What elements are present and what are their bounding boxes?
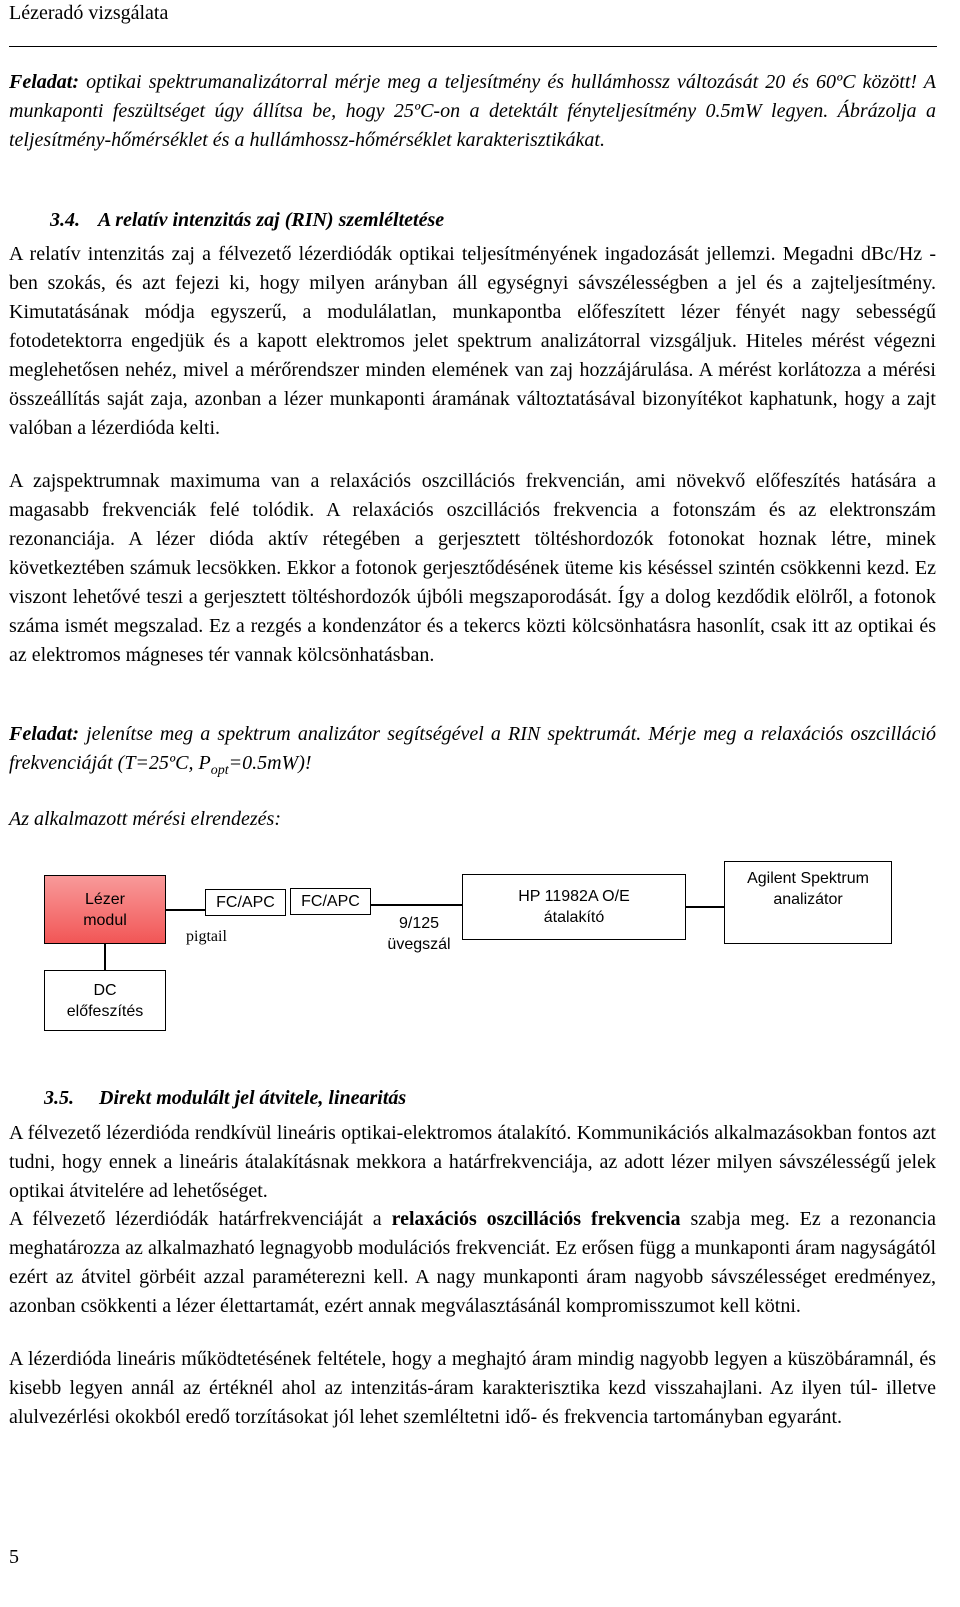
fiber-label: 9/125 üvegszál: [387, 915, 451, 953]
fc-apc-connector-right: [290, 888, 371, 915]
task-2-label: Feladat:: [9, 723, 79, 745]
oe-converter-box: [462, 874, 686, 940]
dc-bias-label: DC előfeszítés: [66, 981, 144, 1020]
setup-caption: Az alkalmazott mérési elrendezés:: [9, 808, 281, 830]
linearity-paragraph-1: A félvezető lézerdióda rendkívül lineáris optikai-elektromos átalakító. Kommunikációs alkalmazásokban fontos azt tudni, hogy ennek a lineáris átalakításnak mekkora a határfrekvenciája, az adott lézer milyen sávszélességű jelek optikai átvitelére ad lehetőséget.: [9, 1122, 936, 1202]
task-1-paragraph: [9, 68, 936, 155]
task-1-label: Feladat:: [9, 71, 79, 93]
linearity-paragraph-2-start: A félvezető lézerdiódák határfrekvenciáját a: [9, 1208, 392, 1230]
task-1-text: optikai spektrumanalizátorral mérje meg a teljesítmény és hullámhossz változását 20 és 60ºC között! A munkaponti feszültséget úgy állítsa be, hogy 25ºC-on a detektált fényteljesítmény 0.5mW legyen. Ábrázolja a teljesítmény-hőmérséklet és a hullámhossz-hőmérséklet karakterisztikákat.: [9, 71, 936, 151]
fc-apc-right-label: FC/APC: [301, 893, 360, 910]
pigtail-label: pigtail: [186, 928, 227, 945]
section-3-5-title: Direkt modulált jel átvitele, linearitás: [99, 1087, 407, 1109]
section-3-4-title: A relatív intenzitás zaj (RIN) szemléltetése: [98, 209, 445, 231]
relaxation-frequency-term: relaxációs oszcillációs frekvencia: [391, 1208, 681, 1230]
rin-paragraph-2: A zajspektrumnak maximuma van a relaxációs oszcillációs frekvencián, ami növekvő előfeszítés hatására a magasabb frekvenciák felé tolódik. A relaxációs oszcillációs frekvencia a fotonszám és az elektronszám rezonanciája. A lézer dióda aktív rétegében a gerjesztett töltéshordozók fotonokat hoznak létre, minek következtében számuk lecsökken. Ekkor a fotonok gerjesztődésének üteme kis késéssel szintén csökkenni kezd. Ez viszont lehetővé teszi a gerjesztett töltéshordozók újbóli megszaporodását. Így a dolog kezdődik elölről, a fotonok száma ismét megszalad. Ez a rezgés a kondenzátor és a tekercs közti kölcsönhatásra hasonlít, csak itt az optikai és az elektromos mágneses tér vannak kölcsönhatásban.: [9, 470, 936, 666]
page-header: Lézeradó vizsgálata: [9, 2, 169, 24]
rf-cable-line: [686, 906, 725, 908]
task-2-text-before: jelenítse meg a spektrum analizátor segítségével a RIN spektrumát. Mérje meg a relaxációs oszcilláció frekvenciáját (T=25ºC, P: [9, 723, 936, 774]
spectrum-analyzer-label: Agilent Spektrum analizátor: [747, 870, 869, 908]
dc-bias-connection-line: [104, 944, 106, 970]
linearity-paragraph-3: A lézerdióda lineáris működtetésének feltétele, hogy a meghajtó áram mindig nagyobb legyen a küszöbáramnál, és kisebb legyen annál az értéknél ahol az intenzitás-áram karakterisztika kezd visszahajlani. Az ilyen túl- illetve alulvezérlési okokból eredő torzításokat jól lehet szemléltetni idő- és frekvencia tartományban egyaránt.: [9, 1348, 936, 1428]
page-number: 5: [9, 1546, 19, 1568]
dc-bias-box: [44, 970, 166, 1031]
rin-paragraph-1: A relatív intenzitás zaj a félvezető lézerdiódák optikai teljesítményének ingadozását jellemzi. Megadni dBc/Hz - ben szokás, és azt fejezi ki, hogy milyen arányban áll egységnyi sávszélességben a jel és a zajteljesítmény. Kimutatásának módja egyszerű, a modulálatlan, munkapontba előfeszített lézer fényét nagy sebességű fotodetektorra engedjük és a kapott elektromos jelet spektrum analizátorral vizsgáljuk. Hiteles mérést végezni meglehetősen nehéz, mivel a mérőrendszer minden elemének van zaj hozzájárulása. A mérést korlátozza a mérési összeállítás saját zaja, azonban a lézer munkaponti áramának változtatásával bizonyítékot kaphatunk, hogy a zajt valóban a lézerdióda kelti.: [9, 243, 936, 439]
section-3-5-number: 3.5.: [44, 1087, 74, 1109]
spectrum-analyzer-box: [724, 861, 892, 944]
fc-apc-left-label: FC/APC: [216, 894, 275, 911]
task-2-paragraph: [9, 720, 936, 785]
task-2-text-after: =0.5mW)!: [228, 752, 312, 774]
fc-apc-connector-left: [205, 889, 286, 916]
pigtail-line: [166, 909, 206, 911]
linearity-paragraph-2-end: szabja meg. Ez a rezonancia meghatározza az alkalmazható legnagyobb modulációs frekvenciát. Ez erősen függ a munkaponti áram nagyságától ezért az átvitel görbéit azzal paraméterezni kell. A nagy munkaponti áram nagyobb sávszélességet eredményez, azonban csökkenti a lézer élettartamát, ezért annak megválasztásánál kompromisszumot kell kötni.: [9, 1208, 936, 1317]
laser-module-label: Lézer modul: [83, 890, 127, 929]
linearity-paragraph-2: [9, 1205, 936, 1321]
laser-module-box: [44, 875, 166, 944]
oe-converter-label: HP 11982A O/E átalakító: [518, 888, 630, 926]
header-rule: [9, 46, 937, 47]
section-3-4-number: 3.4.: [50, 209, 80, 231]
fiber-line: [371, 904, 463, 906]
task-2-subscript: opt: [210, 763, 229, 778]
